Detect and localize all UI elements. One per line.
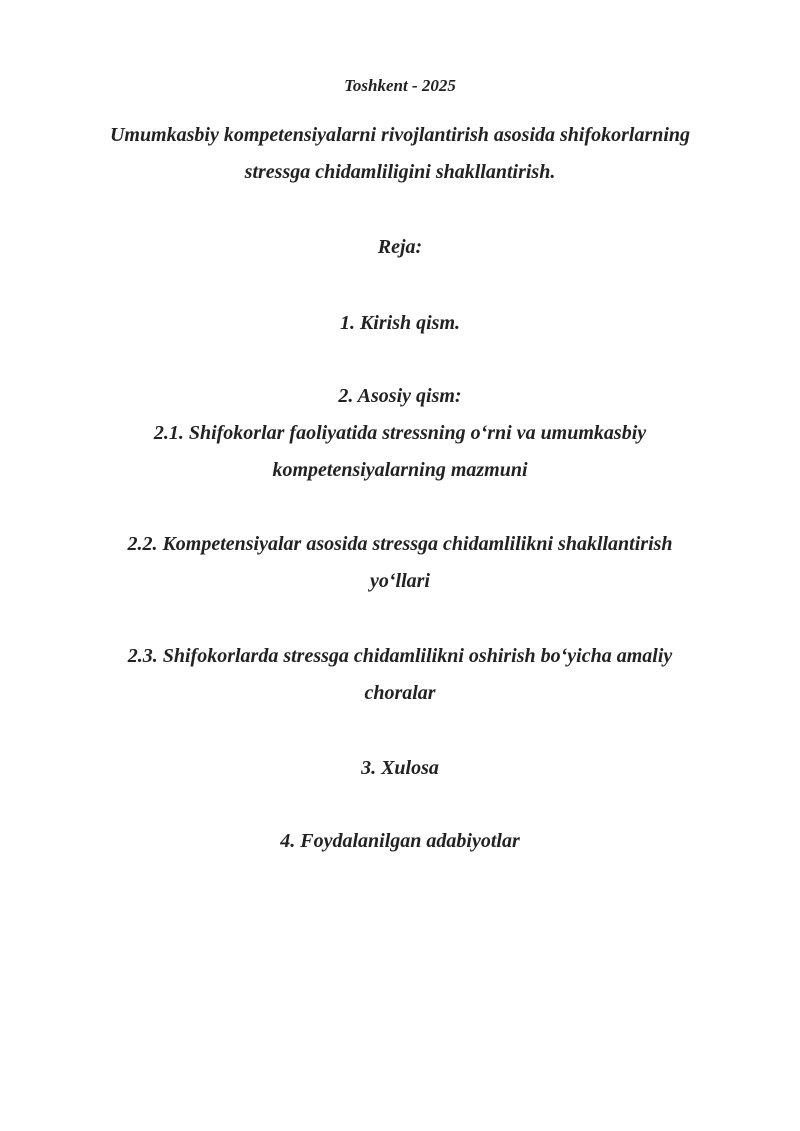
plan-item-conclusion: 3. Xulosa	[361, 757, 439, 779]
plan-item-2-3-line-1: 2.3. Shifokorlarda stressga chidamlilikni oshirish bo‘yicha amaliy	[127, 645, 673, 667]
plan-heading: Reja:	[377, 236, 423, 258]
document-title-line-1: Umumkasbiy kompetensiyalarni rivojlantirish asosida shifokorlarning	[109, 124, 691, 146]
plan-item-2-1-line-2: kompetensiyalarning mazmuni	[272, 459, 528, 481]
plan-item-2-2-line-1: 2.2. Kompetensiyalar asosida stressga chidamlilikni shakllantirish	[127, 533, 673, 555]
document-title-line-2: stressga chidamliligini shakllantirish.	[244, 161, 556, 183]
plan-item-2-1-line-1: 2.1. Shifokorlar faoliyatida stressning o‘rni va umumkasbiy	[153, 422, 647, 444]
plan-item-2-2-line-2: yo‘llari	[370, 570, 430, 592]
plan-item-intro: 1. Kirish qism.	[339, 312, 461, 334]
plan-item-2-3-line-2: choralar	[364, 682, 436, 704]
plan-item-references: 4. Foydalanilgan adabiyotlar	[280, 830, 520, 852]
plan-item-main: 2. Asosiy qism:	[338, 385, 462, 407]
city-year: Toshkent - 2025	[344, 76, 456, 95]
